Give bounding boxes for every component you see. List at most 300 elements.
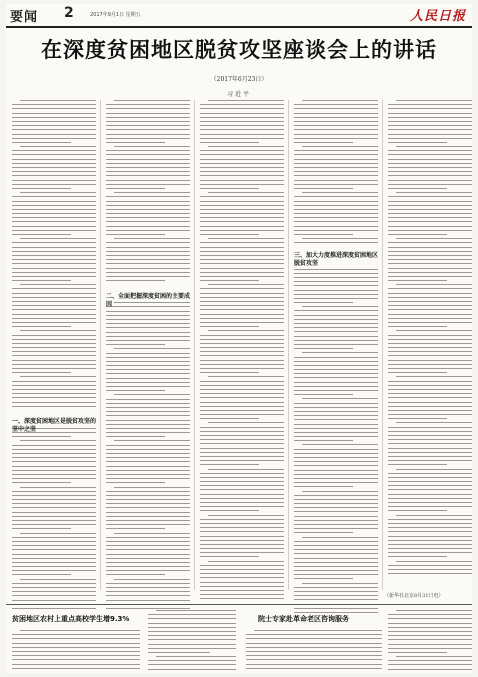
text-line	[148, 648, 236, 649]
text-line	[12, 163, 96, 164]
text-line	[200, 573, 284, 574]
text-line	[200, 556, 259, 557]
text-line	[396, 330, 472, 331]
text-line	[106, 251, 190, 252]
text-line	[246, 647, 382, 648]
text-line	[200, 104, 284, 105]
text-line	[388, 163, 472, 164]
text-line	[200, 242, 284, 243]
text-line	[200, 188, 259, 189]
text-line	[20, 630, 140, 631]
text-line	[148, 614, 236, 615]
text-line	[12, 171, 96, 172]
text-line	[246, 659, 382, 660]
text-line	[294, 478, 378, 479]
text-line	[12, 482, 71, 483]
text-line	[200, 456, 284, 457]
text-line	[294, 159, 378, 160]
text-line	[12, 554, 96, 555]
text-line	[12, 643, 140, 644]
text-line	[106, 474, 190, 475]
text-line	[200, 134, 284, 135]
text-line	[294, 205, 378, 206]
text-line	[148, 631, 236, 632]
text-line	[200, 293, 284, 294]
text-line	[200, 565, 284, 566]
text-line	[12, 397, 96, 398]
text-line	[294, 327, 378, 328]
text-line	[12, 591, 96, 592]
subhead-3: 三、加大力度推进深度贫困地区脱贫攻坚	[294, 252, 379, 267]
text-line	[200, 226, 284, 227]
text-line	[294, 340, 378, 341]
text-line	[200, 577, 284, 578]
text-line	[106, 259, 190, 260]
text-line	[388, 288, 472, 289]
text-line	[200, 406, 284, 407]
bottom-left-title: 贫困地区农村上重点高校学生增9.3%	[12, 615, 130, 623]
text-line	[294, 599, 378, 600]
text-line	[294, 528, 378, 529]
text-line	[106, 117, 190, 118]
text-line	[388, 355, 472, 356]
text-line	[388, 104, 472, 105]
text-line	[200, 297, 284, 298]
text-line	[114, 533, 190, 534]
text-line	[294, 201, 378, 202]
text-line	[106, 332, 190, 333]
text-line	[302, 444, 378, 445]
text-line	[12, 495, 96, 496]
text-line	[12, 322, 96, 323]
text-line	[106, 159, 190, 160]
text-line	[294, 503, 378, 504]
text-line	[12, 121, 96, 122]
text-line	[294, 516, 378, 517]
text-line	[294, 436, 378, 437]
text-line	[294, 482, 378, 483]
text-line	[12, 263, 96, 264]
text-line	[294, 298, 378, 299]
text-line	[388, 393, 472, 394]
text-line	[106, 399, 190, 400]
text-line	[388, 251, 472, 252]
text-line	[12, 583, 96, 584]
text-line	[12, 436, 71, 437]
text-line	[388, 368, 472, 369]
text-line	[302, 398, 378, 399]
text-line	[12, 558, 96, 559]
text-line	[12, 217, 96, 218]
text-line	[200, 544, 284, 545]
text-line	[20, 100, 96, 101]
text-line	[388, 648, 472, 649]
text-line	[12, 664, 140, 665]
text-line	[388, 414, 472, 415]
text-line	[294, 574, 378, 575]
text-line	[294, 424, 378, 425]
text-line	[106, 432, 190, 433]
text-line	[294, 302, 353, 303]
text-line	[388, 268, 472, 269]
text-line	[106, 226, 190, 227]
text-line	[200, 368, 284, 369]
text-line	[106, 357, 190, 358]
text-line	[208, 100, 284, 101]
text-line	[388, 335, 472, 336]
text-line	[388, 660, 472, 661]
text-line	[200, 201, 284, 202]
text-line	[294, 428, 378, 429]
text-line	[12, 288, 96, 289]
text-line	[294, 578, 353, 579]
text-line	[200, 393, 284, 394]
text-line	[106, 180, 190, 181]
text-line	[106, 373, 190, 374]
text-line	[294, 117, 378, 118]
text-line	[388, 435, 472, 436]
text-line	[388, 255, 472, 256]
text-line	[106, 134, 190, 135]
text-line	[12, 226, 96, 227]
text-line	[106, 272, 190, 273]
column-divider	[382, 100, 383, 590]
text-line	[106, 382, 190, 383]
text-line	[200, 452, 284, 453]
text-line	[106, 142, 165, 143]
text-line	[106, 587, 190, 588]
text-line	[388, 536, 472, 537]
text-line	[294, 230, 378, 231]
text-line	[200, 381, 284, 382]
text-line	[388, 293, 472, 294]
text-line	[12, 453, 96, 454]
text-line	[114, 100, 190, 101]
text-line	[12, 549, 96, 550]
text-line	[12, 205, 96, 206]
text-line	[106, 549, 190, 550]
text-line	[294, 323, 378, 324]
text-line	[106, 247, 190, 248]
text-line	[294, 310, 378, 311]
text-line	[388, 431, 472, 432]
text-line	[200, 582, 284, 583]
text-line	[294, 209, 378, 210]
text-line	[106, 415, 190, 416]
text-line	[200, 175, 284, 176]
text-line	[114, 440, 190, 441]
text-line	[388, 573, 472, 574]
text-line	[246, 651, 382, 652]
text-line	[388, 230, 472, 231]
text-line	[388, 159, 472, 160]
text-line	[12, 150, 96, 151]
text-line	[254, 630, 382, 631]
text-line	[294, 553, 378, 554]
text-line	[294, 440, 353, 441]
text-line	[12, 280, 71, 281]
text-line	[12, 129, 96, 130]
text-line	[12, 528, 71, 529]
text-line	[294, 608, 378, 609]
text-line	[106, 420, 190, 421]
text-line	[12, 381, 96, 382]
text-line	[12, 634, 140, 635]
text-line	[106, 528, 165, 529]
text-line	[106, 600, 190, 601]
text-line	[388, 343, 472, 344]
text-line	[294, 403, 378, 404]
text-line	[200, 586, 284, 587]
text-line	[12, 209, 96, 210]
text-line	[388, 226, 472, 227]
text-line	[388, 631, 472, 632]
text-line	[12, 335, 96, 336]
text-line	[20, 238, 96, 239]
text-line	[12, 347, 96, 348]
text-line	[388, 339, 472, 340]
text-line	[12, 201, 96, 202]
text-line	[294, 357, 378, 358]
text-line	[12, 355, 96, 356]
text-line	[388, 635, 472, 636]
text-line	[294, 591, 378, 592]
text-line	[388, 510, 447, 511]
text-line	[294, 595, 378, 596]
text-line	[302, 238, 378, 239]
text-line	[294, 457, 378, 458]
text-line	[200, 473, 284, 474]
text-line	[388, 351, 472, 352]
text-line	[12, 461, 96, 462]
text-line	[12, 466, 96, 467]
text-line	[294, 570, 378, 571]
text-line	[106, 234, 165, 235]
text-line	[200, 372, 259, 373]
text-line	[12, 499, 96, 500]
text-line	[12, 230, 96, 231]
text-line	[200, 288, 284, 289]
text-line	[200, 309, 284, 310]
text-line	[106, 436, 165, 437]
text-line	[294, 541, 378, 542]
text-line	[106, 268, 190, 269]
text-line	[200, 548, 284, 549]
text-line	[106, 558, 190, 559]
text-line	[200, 167, 284, 168]
text-line	[200, 510, 259, 511]
text-line	[12, 541, 96, 542]
text-line	[294, 545, 378, 546]
text-line	[114, 579, 190, 580]
text-line	[200, 305, 284, 306]
text-line	[294, 507, 378, 508]
text-line	[106, 524, 190, 525]
text-line	[388, 301, 472, 302]
text-line	[396, 192, 472, 193]
text-line	[12, 647, 140, 648]
text-line	[388, 213, 472, 214]
text-line	[208, 192, 284, 193]
text-line	[294, 319, 378, 320]
text-line	[200, 460, 284, 461]
text-line	[200, 163, 284, 164]
text-line	[200, 364, 284, 365]
text-line	[12, 138, 96, 139]
text-line	[200, 150, 284, 151]
text-line	[106, 369, 190, 370]
text-line	[294, 196, 378, 197]
text-line	[200, 410, 284, 411]
text-line	[200, 301, 284, 302]
text-line	[106, 445, 190, 446]
text-line	[388, 272, 472, 273]
text-line	[294, 495, 378, 496]
text-line	[200, 259, 284, 260]
text-line	[12, 125, 96, 126]
text-line	[208, 422, 284, 423]
text-line	[12, 587, 96, 588]
text-line	[12, 470, 96, 471]
text-line	[20, 579, 96, 580]
text-line	[388, 381, 472, 382]
text-line	[106, 171, 190, 172]
column-divider	[100, 100, 101, 590]
text-line	[12, 351, 96, 352]
text-line	[148, 618, 236, 619]
text-line	[388, 196, 472, 197]
text-line	[294, 411, 378, 412]
text-line	[294, 470, 378, 471]
text-column-1	[12, 100, 96, 585]
text-line	[200, 322, 284, 323]
text-line	[388, 347, 472, 348]
text-line	[396, 146, 472, 147]
text-line	[388, 221, 472, 222]
text-line	[388, 456, 472, 457]
text-line	[106, 545, 190, 546]
text-line	[106, 242, 190, 243]
text-line	[12, 608, 96, 609]
text-line	[388, 205, 472, 206]
text-line	[12, 406, 96, 407]
text-line	[388, 129, 472, 130]
text-line	[294, 188, 353, 189]
text-line	[200, 339, 284, 340]
text-line	[388, 108, 472, 109]
text-line	[294, 285, 378, 286]
text-line	[12, 159, 96, 160]
text-line	[388, 188, 447, 189]
text-line	[106, 340, 190, 341]
text-line	[12, 360, 96, 361]
text-line	[12, 309, 96, 310]
text-line	[294, 432, 378, 433]
text-line	[200, 205, 284, 206]
text-line	[388, 556, 447, 557]
text-line	[148, 639, 236, 640]
article-source: （新华社北京8月31日电）	[384, 593, 444, 599]
text-line	[388, 639, 472, 640]
text-line	[388, 113, 472, 114]
text-line	[106, 554, 190, 555]
text-line	[294, 167, 378, 168]
text-line	[388, 180, 472, 181]
text-line	[200, 590, 284, 591]
text-line	[388, 385, 472, 386]
text-line	[12, 188, 71, 189]
text-line	[106, 280, 165, 281]
text-line	[12, 516, 96, 517]
text-line	[396, 515, 472, 516]
text-line	[388, 506, 472, 507]
text-line	[294, 348, 353, 349]
text-line	[208, 376, 284, 377]
text-line	[200, 464, 259, 465]
text-line	[12, 566, 96, 567]
text-line	[12, 272, 96, 273]
text-line	[114, 348, 190, 349]
text-line	[114, 394, 190, 395]
text-line	[200, 343, 284, 344]
bottom-left-text	[12, 630, 140, 672]
text-line	[20, 487, 96, 488]
text-line	[388, 410, 472, 411]
text-line	[388, 322, 472, 323]
text-line	[106, 499, 190, 500]
text-line	[12, 293, 96, 294]
text-line	[200, 435, 284, 436]
text-line	[12, 234, 71, 235]
text-line	[200, 569, 284, 570]
text-line	[200, 414, 284, 415]
text-line	[12, 595, 96, 596]
text-line	[294, 386, 378, 387]
text-line	[294, 511, 378, 512]
text-line	[12, 175, 96, 176]
text-line	[294, 499, 378, 500]
text-line	[388, 364, 472, 365]
text-line	[106, 608, 190, 609]
text-line	[106, 562, 190, 563]
text-line	[106, 457, 190, 458]
text-line	[106, 263, 190, 264]
text-line	[388, 519, 472, 520]
text-line	[200, 389, 284, 390]
newspaper-logo: 人民日报	[409, 9, 466, 24]
text-line	[200, 255, 284, 256]
text-line	[200, 247, 284, 248]
text-line	[106, 403, 190, 404]
text-line	[106, 574, 165, 575]
text-line	[106, 390, 165, 391]
text-line	[12, 255, 96, 256]
text-line	[106, 113, 190, 114]
text-line	[106, 311, 190, 312]
subhead-1: 一、深度贫困地区是脱贫攻坚的坚中之坚	[12, 418, 97, 433]
text-line	[200, 552, 284, 553]
text-line	[294, 344, 378, 345]
text-column-4	[294, 100, 378, 585]
text-line	[200, 418, 259, 419]
text-line	[106, 209, 190, 210]
text-line	[12, 445, 96, 446]
text-line	[200, 439, 284, 440]
text-line	[388, 154, 472, 155]
text-line	[106, 507, 190, 508]
text-line	[388, 209, 472, 210]
text-line	[294, 453, 378, 454]
